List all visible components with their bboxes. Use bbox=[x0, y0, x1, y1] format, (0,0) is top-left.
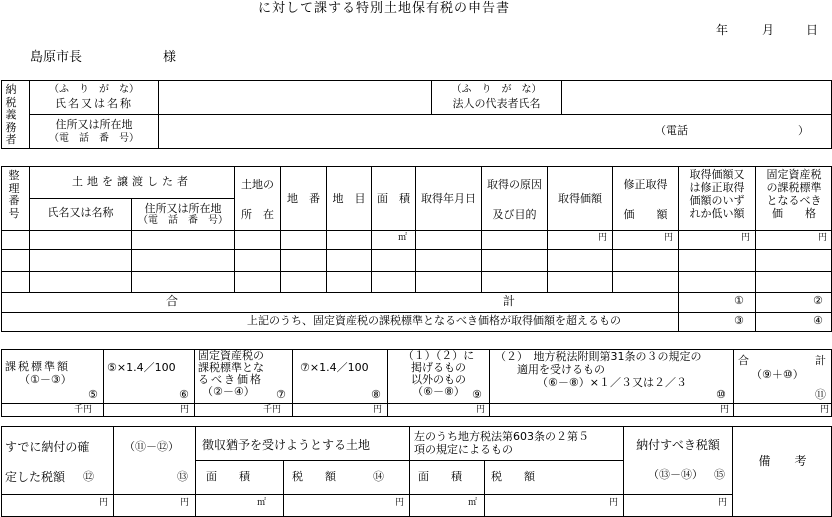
col-reason-header-1: 取得の原因 bbox=[487, 178, 542, 191]
date-month-label: 月 bbox=[762, 23, 775, 37]
col-address-header: 住所又は所在地 bbox=[144, 202, 222, 215]
col-lower-header: 取得価額又 は修正取得 価額のいず れか低い額 bbox=[689, 168, 745, 220]
mark-5: ⑤ bbox=[88, 388, 98, 401]
mark-6: ⑥ bbox=[179, 388, 189, 401]
name-furigana-label: （ふ り が な） bbox=[49, 84, 139, 95]
total-label-right: 計 bbox=[503, 294, 516, 308]
address-input[interactable] bbox=[159, 115, 639, 148]
paid-label-1: すでに納付の確 bbox=[5, 440, 90, 454]
col-name-header: 氏名又は名称 bbox=[47, 206, 114, 219]
article-area-unit: ㎡ bbox=[468, 498, 478, 508]
mark-11: ⑪ bbox=[815, 388, 826, 401]
fixed-unit: 円 bbox=[818, 233, 828, 243]
defer-tax-label: 税 額 bbox=[292, 470, 336, 483]
taxpayer-side-label: 納税義務者 bbox=[5, 83, 17, 146]
col-revised-header-1: 修正取得 bbox=[623, 178, 668, 191]
honorific: 様 bbox=[163, 50, 177, 65]
col-reason-header-2: 及び目的 bbox=[492, 208, 537, 221]
address-label: 住所又は所在地 bbox=[55, 118, 133, 131]
diff-label: （⑪－⑫） bbox=[124, 440, 179, 453]
calc-10-unit: 円 bbox=[720, 405, 730, 415]
due-unit: 円 bbox=[718, 498, 728, 508]
due-label: 納付すべき税額 bbox=[636, 438, 720, 452]
mark-9: ⑨ bbox=[472, 388, 482, 401]
calc-10-label: （２） 地方税法附則第31条の３の規定の 適用を受けるもの （⑥－⑧）×１／３又は２／３ bbox=[495, 350, 702, 389]
calc-taxable-label: 課税標準額 （①－③） bbox=[5, 360, 72, 386]
article-label-2: 項の規定によるもの bbox=[414, 443, 513, 456]
col-location-header-2: 所 在 bbox=[241, 208, 274, 221]
name-label: 氏名又は名称 bbox=[55, 97, 133, 110]
mark-2: ② bbox=[813, 294, 823, 307]
col-category-header: 地 目 bbox=[332, 192, 366, 205]
price-unit: 円 bbox=[598, 233, 608, 243]
col-location-header-1: 土地の bbox=[241, 178, 274, 191]
total-label-left: 合 bbox=[166, 294, 179, 308]
date-year-label: 年 bbox=[716, 23, 729, 37]
mark-12: ⑫ bbox=[83, 470, 94, 483]
col-fixed-header: 固定資産税 の課税標準 となるべき 価 格 bbox=[766, 168, 822, 220]
calc-total-right: 計 bbox=[815, 354, 826, 367]
article-label-1: 左のうち地方税法第603条の２第５ bbox=[414, 430, 589, 443]
calc-8-unit: 円 bbox=[373, 405, 383, 415]
addressee: 島原市長 bbox=[30, 50, 83, 65]
remarks-input[interactable] bbox=[734, 470, 831, 516]
mark-10: ⑩ bbox=[716, 388, 726, 401]
paid-unit: 円 bbox=[99, 498, 109, 508]
calc-6-unit: 円 bbox=[180, 405, 190, 415]
table-row[interactable] bbox=[2, 250, 831, 270]
remarks-label: 備 考 bbox=[758, 454, 807, 468]
calc-taxable-unit: 千円 bbox=[74, 405, 93, 415]
col-date-header: 取得年月日 bbox=[421, 192, 476, 205]
name-input[interactable] bbox=[159, 81, 430, 113]
lower-unit: 円 bbox=[741, 233, 751, 243]
article-area-label: 面 積 bbox=[418, 470, 462, 483]
col-transferor-header: 土地を譲渡した者 bbox=[72, 175, 192, 188]
defer-area-unit: ㎡ bbox=[257, 498, 267, 508]
calc-6-label: ⑤×1.4／100 bbox=[107, 361, 176, 374]
calc-8-label: ⑦×1.4／100 bbox=[300, 361, 369, 374]
paid-label-2: 定した税額 bbox=[5, 470, 66, 484]
rep-furigana-label: （ふ り が な） bbox=[451, 84, 542, 95]
calc-total-sub: （⑨＋⑩） bbox=[751, 368, 804, 381]
calc-fixed-unit: 千円 bbox=[263, 405, 282, 415]
mark-7: ⑦ bbox=[276, 388, 286, 401]
mark-13: ⑬ bbox=[177, 470, 188, 483]
form-title: に対して課する特別土地保有税の申告書 bbox=[258, 1, 511, 16]
phone-number-label: （電 話 番 号） bbox=[49, 133, 139, 144]
article-tax-label: 税 額 bbox=[491, 470, 535, 483]
calc-fixed-label: 固定資産税の 課税標準とな るべき価格 （②－④） bbox=[198, 349, 264, 398]
calc-total-unit: 円 bbox=[820, 405, 830, 415]
calc-9-label: （１）（２）に 掲げるもの 以外のもの （⑥－⑧） bbox=[402, 349, 475, 398]
calc-total-left: 合 bbox=[738, 354, 749, 367]
col-revised-header-2: 価 額 bbox=[623, 208, 668, 221]
mark-3: ③ bbox=[734, 314, 744, 327]
col-area-header: 面 積 bbox=[377, 192, 410, 205]
table-row[interactable] bbox=[2, 272, 831, 291]
due-sub: （⑬－⑭） bbox=[648, 468, 703, 481]
mark-15: ⑮ bbox=[714, 468, 725, 481]
phone-inline-label: （電話 ） bbox=[655, 124, 809, 137]
rep-name-input[interactable] bbox=[562, 81, 831, 113]
excess-note: 上記のうち、固定資産税の課税標準となるべき価格が取得価額を超えるもの bbox=[247, 314, 621, 327]
article-tax-unit: 円 bbox=[609, 498, 619, 508]
mark-4: ④ bbox=[813, 314, 823, 327]
rep-name-label: 法人の代表者氏名 bbox=[452, 97, 541, 110]
defer-label: 徴収猶予を受けようとする土地 bbox=[202, 438, 371, 452]
col-lot-header: 地 番 bbox=[287, 192, 320, 205]
col-phone-header: （電 話 番 号） bbox=[138, 215, 228, 226]
col-seq-header: 整理番号 bbox=[8, 169, 20, 220]
area-unit: ㎡ bbox=[398, 233, 408, 243]
mark-8: ⑧ bbox=[371, 388, 381, 401]
mark-14: ⑭ bbox=[373, 470, 384, 483]
revised-unit: 円 bbox=[664, 233, 674, 243]
date-day-label: 日 bbox=[806, 23, 819, 37]
calc-9-unit: 円 bbox=[476, 405, 486, 415]
mark-1: ① bbox=[734, 294, 744, 307]
defer-tax-unit: 円 bbox=[395, 498, 405, 508]
col-price-header: 取得価額 bbox=[558, 192, 602, 205]
defer-area-label: 面 積 bbox=[206, 470, 250, 483]
diff-unit: 円 bbox=[180, 498, 190, 508]
